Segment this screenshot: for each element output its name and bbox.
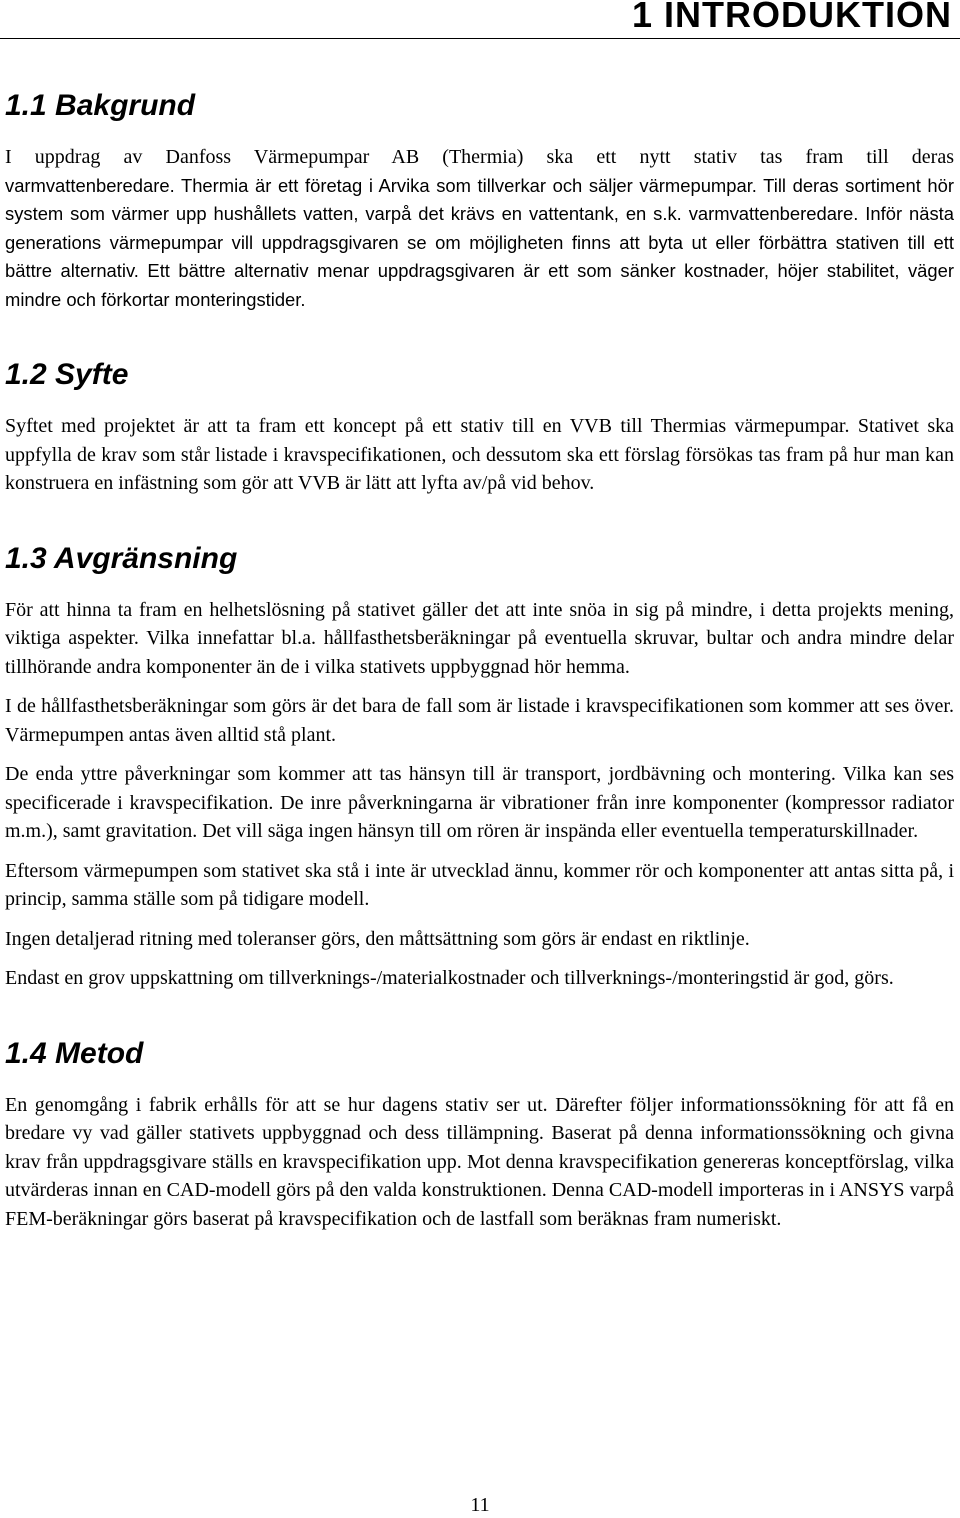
paragraph-bakgrund-1-serif: I uppdrag av Danfoss Värmepumpar AB (Thermia) ska ett nytt stativ tas fram till deras xyxy=(5,146,954,168)
section-metod xyxy=(5,1034,954,1234)
page-number: 11 xyxy=(470,1494,490,1516)
section-heading-metod: 1.4 Metod xyxy=(5,1036,144,1070)
chapter-title: 1 INTRODUKTION xyxy=(632,0,952,35)
section-avgransning xyxy=(5,539,954,993)
paragraph-bakgrund-1-sans: varmvattenberedare. Thermia är ett företag i Arvika som tillverkar och säljer värmepumpar. Till deras sortiment hör system som värmer upp hushållets vatten, varpå det krävs en vattentank, en s.k. varmvattenberedare. Inför nästa generations värmepumpar vill uppdragsgivaren se om möjligheten finns att byta ut eller förbättra stativen till ett bättre alternativ. Ett bättre alternativ menar uppdragsgivaren är ett som sänker kostnader, höjer stabilitet, väger mindre och förkortar monteringstider. xyxy=(5,174,954,310)
paragraph-avgransning-4: Eftersom värmepumpen som stativet ska stå i inte är utvecklad ännu, kommer rör och komponenter att antas sitta på, i princip, samma ställe som på tidigare modell. xyxy=(5,859,954,910)
paragraph-avgransning-5: Ingen detaljerad ritning med toleranser görs, den måttsättning som görs är endast en riktlinje. xyxy=(5,927,750,950)
paragraph-avgransning-2: I de hållfasthetsberäkningar som görs är det bara de fall som är listade i kravspecifikationen som kommer att ses över. Värmepumpen antas även alltid stå plant. xyxy=(5,695,954,746)
chapter-rule xyxy=(0,38,960,39)
paragraph-avgransning-1: För att hinna ta fram en helhetslösning på stativet gäller det att inte snöa in sig på mindre, i detta projekts mening, viktiga aspekter. Vilka innefattar bl.a. hållfasthetsberäkningar på eventuella skruvar, bultar och andra mindre delar tillhörande andra komponenter än de i vilka stativets uppbyggnad hör hemma. xyxy=(5,598,954,678)
page-content xyxy=(5,86,954,1274)
section-heading-avgransning: 1.3 Avgränsning xyxy=(5,541,238,575)
section-heading-bakgrund: 1.1 Bakgrund xyxy=(5,89,196,122)
section-syfte xyxy=(5,355,954,498)
section-bakgrund xyxy=(5,86,954,314)
section-heading-syfte: 1.2 Syfte xyxy=(5,358,129,391)
paragraph-syfte-1: Syftet med projektet är att ta fram ett koncept på ett stativ till en VVB till Thermias värmepumpar. Stativet ska uppfylla de krav som står listade i kravspecifikationen, och dessutom ska ett förslag försökas tas fram på hur man kan konstruera en infästning som gör att VVB är lätt att lyfta av/på vid behov. xyxy=(5,415,954,494)
paragraph-avgransning-3: De enda yttre påverkningar som kommer att tas hänsyn till är transport, jordbävning och montering. Vilka kan ses specificerade i kravspecifikation. De inre påverkningarna är vibrationer från inre komponenter (kompressor radiator m.m.), samt gravitation. Det vill säga ingen hänsyn till om rören är inspända eller eventuella temperaturskillnader. xyxy=(5,763,954,842)
paragraph-metod-1: En genomgång i fabrik erhålls för att se hur dagens stativ ser ut. Därefter följer informationssökning för att få en bredare vy vad gäller stativets uppbyggnad och dess tillämpning. Baserat på denna informationssökning och givna krav från uppdragsgivare ställs en kravspecifikation upp. Mot denna kravspecifikation genereras konceptförslag, vilka utvärderas innan en CAD-modell görs på den valda konstruktionen. Denna CAD-modell importeras in i ANSYS varpå FEM-beräkningar görs baserat på kravspecifikation och de lastfall som beräknas fram numeriskt. xyxy=(5,1093,954,1230)
paragraph-avgransning-6: Endast en grov uppskattning om tillverknings-/materialkostnader och tillverknings-/monteringstid är god, görs. xyxy=(5,967,894,989)
